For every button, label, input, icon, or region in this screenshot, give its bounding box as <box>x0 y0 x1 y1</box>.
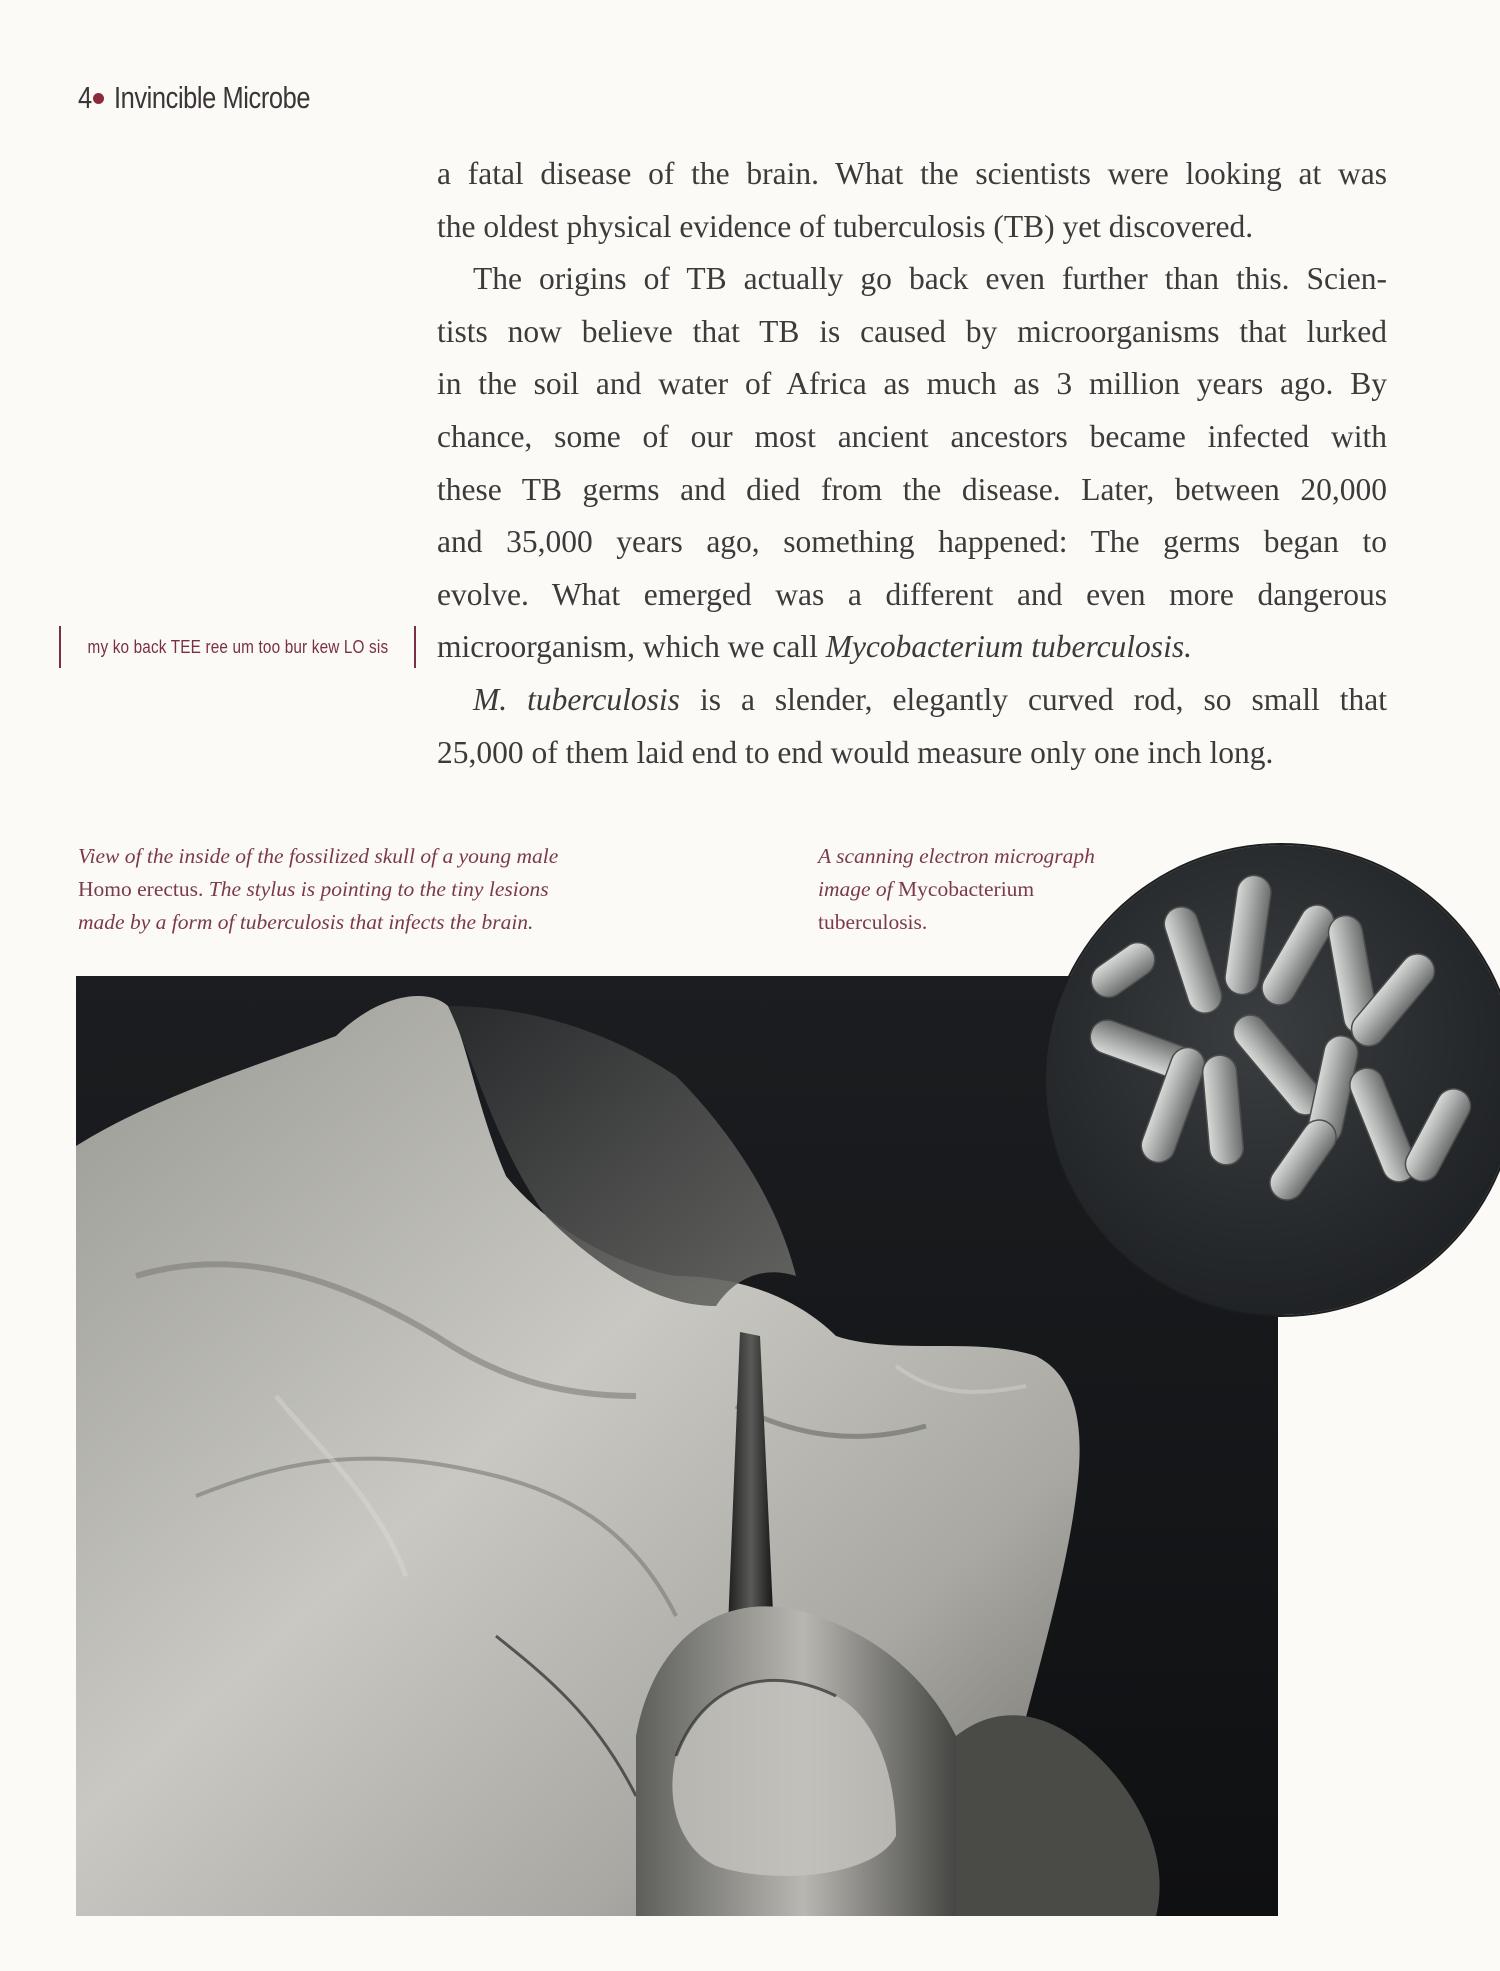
caption-text: The stylus is pointing to the tiny lesions <box>203 877 549 901</box>
body-line: and 35,000 years ago, something happened: The germs began to <box>437 524 1387 560</box>
body-line: tists now believe that TB is caused by microorganisms that lurked <box>437 313 1387 349</box>
pronunciation-guide <box>59 626 416 668</box>
caption-text: A scanning electron micrograph <box>818 844 1095 868</box>
running-header <box>78 78 353 118</box>
body-line: The origins of TB actually go back even further than this. Scien- <box>473 261 1387 297</box>
page-number: 4 <box>78 80 92 115</box>
body-line-segment: microorganism, which we call <box>437 629 818 665</box>
pronunciation-text: my ko back TEE ree um too bur kew LO sis <box>87 636 388 657</box>
term-m-tuberculosis: M. tuberculosis <box>473 681 680 717</box>
skull-caption <box>78 840 658 939</box>
body-line: evolve. What emerged was a different and even more dangerous <box>437 576 1387 612</box>
book-title: Invincible Microbe <box>113 80 310 115</box>
caption-text: image of <box>818 877 899 901</box>
body-line: in the soil and water of Africa as much as 3 million years ago. By <box>437 366 1387 402</box>
body-line-segment: is a slender, elegantly curved rod, so small that <box>699 681 1387 717</box>
caption-text: View of the inside of the fossilized skull of a young male <box>78 844 559 868</box>
body-line: chance, some of our most ancient ancestors became infected with <box>437 418 1387 454</box>
body-text <box>437 148 1387 779</box>
body-line: the oldest physical evidence of tuberculosis (TB) yet discovered. <box>437 208 1254 244</box>
body-line <box>437 674 1387 727</box>
caption-species: tuberculosis. <box>818 910 928 934</box>
micrograph-photo-image <box>1046 845 1500 1315</box>
caption-text: made by a form of tuberculosis that infects the brain. <box>78 910 534 934</box>
micrograph-caption <box>818 840 1118 939</box>
micrograph-photo <box>1046 845 1500 1315</box>
caption-species: Homo erectus. <box>78 877 204 901</box>
body-line <box>437 621 1387 674</box>
body-line: these TB germs and died from the disease. Later, between 20,000 <box>437 471 1387 507</box>
term-mycobacterium-tuberculosis: Mycobacterium tuberculosis. <box>825 629 1192 665</box>
body-line: 25,000 of them laid end to end would measure only one inch long. <box>437 734 1274 770</box>
caption-species: Mycobacterium <box>898 877 1035 901</box>
body-line: a fatal disease of the brain. What the scientists were looking at was <box>437 156 1387 191</box>
bullet-dot-icon <box>93 93 104 104</box>
